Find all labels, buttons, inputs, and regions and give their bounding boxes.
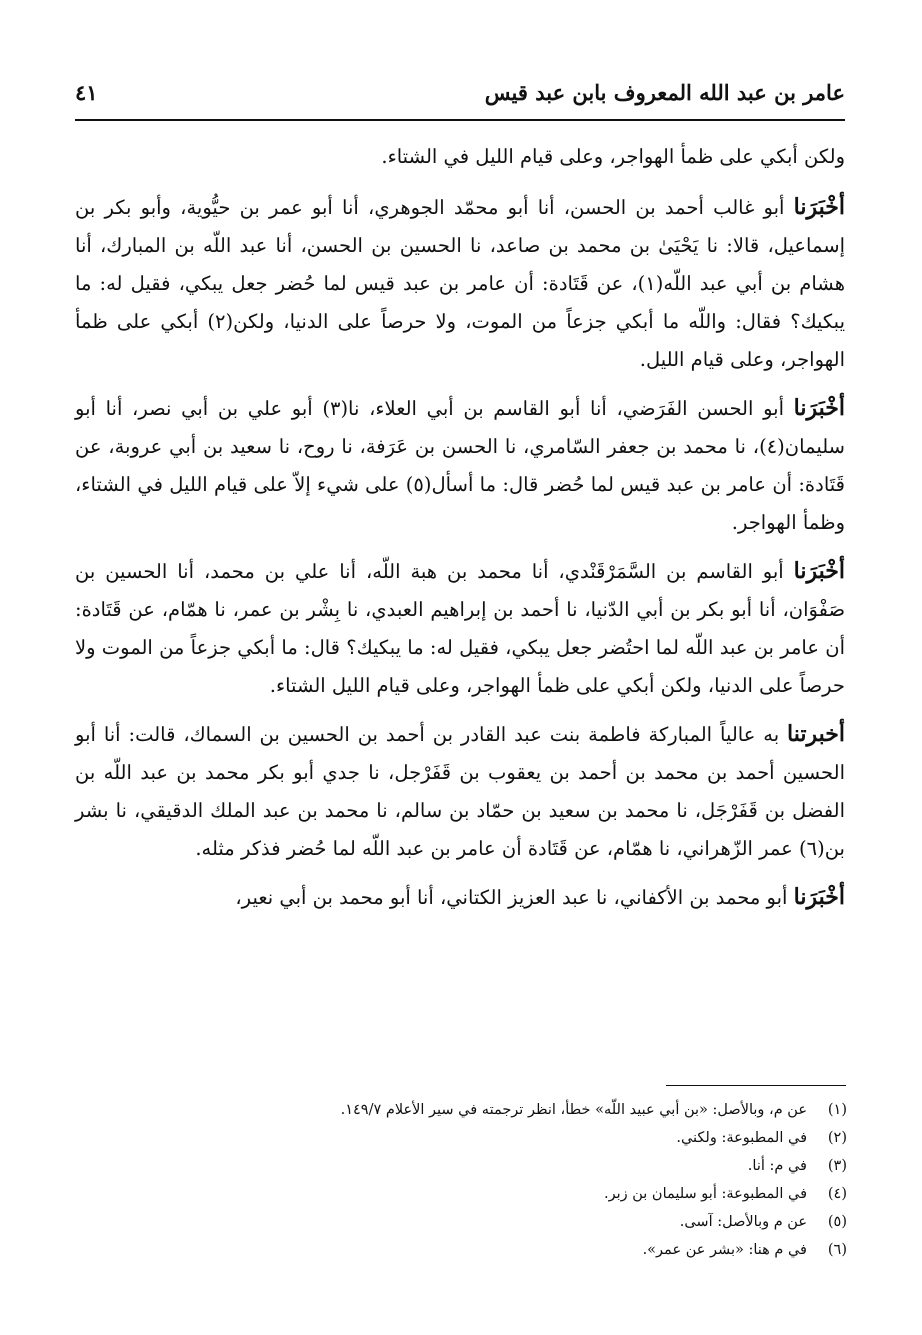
footnote-text: في المطبوعة: أبو سليمان بن زبر. [603,1186,807,1202]
footnote-text: في م: أنا. [747,1158,807,1174]
paragraph-lead: أخْبَرَنا [793,884,845,910]
paragraph-lead: أخْبَرَنا [793,194,845,220]
footnote-number: (٥) [827,1214,847,1230]
footnote-number: (٤) [827,1186,847,1202]
footnote-number: (٣) [827,1158,847,1174]
footnote [87,1096,847,1124]
footnote-number: (٢) [827,1130,847,1146]
paragraph-lead: أخبرتنا [787,721,845,747]
footnote [87,1208,847,1236]
paragraph [75,715,845,868]
paragraph-lead: أخْبَرَنا [793,395,845,421]
footnote-text: عن م، وبالأصل: «بن أبي عبيد اللّه» خطأ، انظر ترجمته في سير الأعلام ١٤٩/٧. [340,1102,807,1118]
footnote-text: عن م وبالأصل: آسى. [679,1214,807,1230]
page-header [75,72,845,112]
paragraph [75,188,845,379]
footnote-text: في م هنا: «بشر عن عمر». [642,1242,807,1258]
paragraph-lead: أخْبَرَنا [793,558,845,584]
paragraph [75,552,845,705]
header-rule [75,119,845,121]
running-title: عامر بن عبد الله المعروف بابن عبد قيس [484,80,845,105]
footnote [87,1152,847,1180]
paragraph-text: به عالياً المباركة فاطمة بنت عبد القادر بن أحمد بن الحسين بن السماك، قالت: أنا أبو الحسين أحمد بن محمد بن أحمد بن يعقوب بن قَفَرْجل، نا جدي أبو بكر محمد بن عبد اللّه بن الفضل بن قَفَرْجَل، نا محمد بن سعيد بن حمّاد بن سالم، نا محمد بن عبد الملك الدقيقي، نا بشر بن(٦) عمر الزّهراني، نا همّام، عن قَتَادة أن عامر بن عبد اللّه لما حُضر فذكر مثله. [75,723,845,860]
footnote [87,1124,847,1152]
page-number: ٤١ [75,80,98,105]
paragraph-text: أبو غالب أحمد بن الحسن، أنا أبو محمّد الجوهري، أنا أبو عمر بن حيُّوية، وأبو بكر بن إسماعيل، قالا: نا يَحْيَىٰ بن محمد بن صاعد، نا الحسين بن الحسن، أنا عبد اللّه بن المبارك، أنا هشام بن أبي عبد اللّه(١)، عن قَتَادة: أن عامر بن عبد قيس لما حُضر جعل يبكي، فقيل له: ما يبكيك؟ فقال: واللّه ما أبكي جزعاً من الموت، ولا حرصاً على الدنيا، ولكن(٢) أبكي على ظمأ الهواجر، وعلى قيام الليل. [75,196,845,371]
footnote-number: (١) [827,1102,847,1118]
footnote-text: في المطبوعة: ولكني. [676,1130,807,1146]
footnote [87,1236,847,1264]
footnote-rule [666,1085,846,1086]
paragraph [75,138,845,176]
footnote [87,1180,847,1208]
footnotes [87,1096,847,1264]
paragraph-text: أبو الحسن الفَرَضي، أنا أبو القاسم بن أبي العلاء، نا(٣) أبو علي بن أبي نصر، أنا أبو سليمان(٤)، نا محمد بن جعفر السّامري، نا الحسن بن عَرَفة، نا روح، نا سعيد بن أبي عروبة، عن قَتَادة: أن عامر بن عبد قيس لما حُضر قال: ما أسأل(٥) على شيء إلاّ على قيام الليل في الشتاء، وظمأ الهواجر. [75,397,845,534]
main-text [75,138,845,927]
paragraph-text: أبو محمد بن الأكفاني، نا عبد العزيز الكتاني، أنا أبو محمد بن أبي نعير، [235,886,788,909]
footnote-number: (٦) [827,1242,847,1258]
paragraph-text: أبو القاسم بن السَّمَرْقَنْدي، أنا محمد بن هبة اللّه، أنا علي بن محمد، أنا الحسين بن صَفْوَان، أنا أبو بكر بن أبي الدّنيا، نا أحمد بن إبراهيم العبدي، نا بِشْر بن عمر، نا همّام، عن قَتَادة: أن عامر بن عبد اللّه لما احتُضر جعل يبكي، فقيل له: ما يبكيك؟ قال: ما أبكي جزعاً من الموت ولا حرصاً على الدنيا، ولكن أبكي على ظمأ الهواجر، وعلى قيام الليل الشتاء. [75,560,845,697]
paragraph-text: ولكن أبكي على ظمأ الهواجر، وعلى قيام الليل في الشتاء. [381,145,845,168]
paragraph [75,878,845,917]
paragraph [75,389,845,542]
